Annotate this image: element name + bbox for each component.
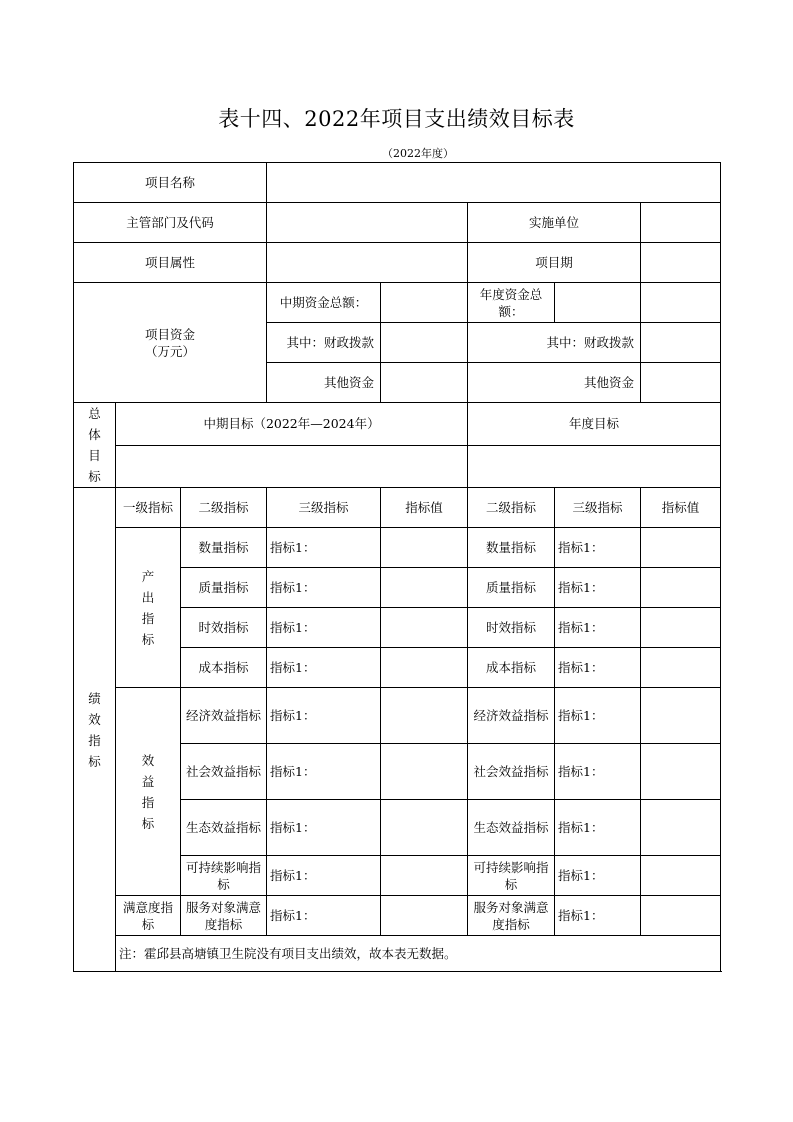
output-indicators-label — [116, 528, 181, 688]
annual-goal-header: 年度目标 — [468, 403, 721, 446]
output-mid-level2: 数量指标 — [181, 528, 267, 568]
other-mid-label: 其他资金 — [267, 363, 381, 403]
output-mid-level3: 指标1： — [267, 608, 381, 648]
project-attr-value[interactable] — [267, 243, 468, 283]
benefit-mid-level3: 指标1： — [267, 800, 381, 856]
benefit-mid-level3: 指标1： — [267, 744, 381, 800]
other-mid-value[interactable] — [381, 363, 468, 403]
satisfaction-mid-level3: 指标1： — [267, 896, 381, 936]
benefit-annual-level2: 生态效益指标 — [468, 800, 555, 856]
annual-total-spacer — [555, 283, 641, 323]
benefit-mid-level3: 指标1： — [267, 688, 381, 744]
performance-indicators-label — [74, 488, 116, 972]
mid-total-label: 中期资金总额： — [267, 283, 381, 323]
output-annual-value[interactable] — [641, 568, 721, 608]
project-funds-title: 项目资金 — [145, 326, 196, 342]
benefit-annual-level3: 指标1： — [555, 800, 641, 856]
output-annual-level2: 质量指标 — [468, 568, 555, 608]
benefit-indicators-label — [116, 688, 181, 896]
benefit-mid-level2: 生态效益指标 — [181, 800, 267, 856]
satisfaction-annual-level3: 指标1： — [555, 896, 641, 936]
page-title: 表十四、2022年项目支出绩效目标表 — [218, 107, 575, 131]
table-row — [74, 528, 721, 568]
impl-unit-value[interactable] — [641, 203, 721, 243]
table-row — [74, 688, 721, 744]
output-annual-level2: 时效指标 — [468, 608, 555, 648]
output-mid-value[interactable] — [381, 608, 468, 648]
project-name-value[interactable] — [267, 163, 721, 203]
output-mid-value[interactable] — [381, 568, 468, 608]
annual-total-value[interactable] — [641, 283, 721, 323]
benefit-mid-value[interactable] — [381, 800, 468, 856]
project-period-value[interactable] — [641, 243, 721, 283]
other-annual-value[interactable] — [641, 363, 721, 403]
benefit-annual-level2: 社会效益指标 — [468, 744, 555, 800]
output-mid-level2: 时效指标 — [181, 608, 267, 648]
value-mid-header: 指标值 — [381, 488, 468, 528]
project-name-label: 项目名称 — [74, 163, 267, 203]
benefit-annual-value[interactable] — [641, 800, 721, 856]
benefit-annual-level2: 经济效益指标 — [468, 688, 555, 744]
benefit-mid-value[interactable] — [381, 744, 468, 800]
project-period-label: 项目期 — [468, 243, 641, 283]
table-year: （2022年度） — [382, 147, 454, 160]
output-annual-value[interactable] — [641, 528, 721, 568]
benefit-mid-value[interactable] — [381, 688, 468, 744]
level2-mid-header: 二级指标 — [181, 488, 267, 528]
satisfaction-mid-value[interactable] — [381, 896, 468, 936]
dept-code-label: 主管部门及代码 — [74, 203, 267, 243]
fiscal-annual-label: 其中：财政拨款 — [468, 323, 641, 363]
benefit-annual-level3: 指标1： — [555, 744, 641, 800]
level3-mid-header: 三级指标 — [267, 488, 381, 528]
mid-goal-value[interactable] — [116, 445, 468, 488]
fiscal-mid-label: 其中：财政拨款 — [267, 323, 381, 363]
satisfaction-annual-level2: 服务对象满意度指标 — [468, 896, 555, 936]
output-annual-value[interactable] — [641, 608, 721, 648]
output-annual-level2: 成本指标 — [468, 648, 555, 688]
benefit-mid-level2: 社会效益指标 — [181, 744, 267, 800]
benefit-annual-value[interactable] — [641, 856, 721, 896]
value-annual-header: 指标值 — [641, 488, 721, 528]
output-annual-level2: 数量指标 — [468, 528, 555, 568]
level3-annual-header: 三级指标 — [555, 488, 641, 528]
benefit-mid-value[interactable] — [381, 856, 468, 896]
benefit-mid-level3: 指标1： — [267, 856, 381, 896]
annual-total-label: 年度资金总额： — [468, 283, 555, 323]
output-annual-level3: 指标1： — [555, 568, 641, 608]
output-mid-value[interactable] — [381, 528, 468, 568]
level1-header: 一级指标 — [116, 488, 181, 528]
output-indicators-text: 产出指标 — [141, 568, 155, 647]
impl-unit-label: 实施单位 — [468, 203, 641, 243]
output-annual-level3: 指标1： — [555, 528, 641, 568]
performance-target-table — [73, 162, 721, 972]
dept-code-value[interactable] — [267, 203, 468, 243]
benefit-mid-level2: 经济效益指标 — [181, 688, 267, 744]
output-annual-level3: 指标1： — [555, 608, 641, 648]
output-mid-level2: 成本指标 — [181, 648, 267, 688]
benefit-annual-value[interactable] — [641, 744, 721, 800]
mid-total-value[interactable] — [381, 283, 468, 323]
mid-goal-header: 中期目标（2022年—2024年） — [116, 403, 468, 446]
output-mid-level2: 质量指标 — [181, 568, 267, 608]
project-funds-unit: （万元） — [145, 343, 196, 359]
annual-goal-value[interactable] — [468, 445, 721, 488]
satisfaction-annual-value[interactable] — [641, 896, 721, 936]
output-mid-level3: 指标1： — [267, 568, 381, 608]
benefit-annual-level3: 指标1： — [555, 688, 641, 744]
output-annual-value[interactable] — [641, 648, 721, 688]
table-note: 注：霍邱县高塘镇卫生院没有项目支出绩效，故本表无数据。 — [116, 936, 721, 972]
output-mid-level3: 指标1： — [267, 528, 381, 568]
benefit-indicators-text: 效益指标 — [141, 752, 155, 831]
project-attr-label: 项目属性 — [74, 243, 267, 283]
overall-goal-text: 总体目标 — [88, 406, 101, 484]
level2-annual-header: 二级指标 — [468, 488, 555, 528]
table-row — [74, 896, 721, 936]
fiscal-mid-value[interactable] — [381, 323, 468, 363]
output-mid-level3: 指标1： — [267, 648, 381, 688]
performance-indicators-text: 绩效指标 — [88, 690, 101, 769]
output-mid-value[interactable] — [381, 648, 468, 688]
fiscal-annual-value[interactable] — [641, 323, 721, 363]
satisfaction-indicators-label: 满意度指标 — [116, 896, 181, 936]
benefit-annual-level2: 可持续影响指标 — [468, 856, 555, 896]
benefit-annual-value[interactable] — [641, 688, 721, 744]
benefit-annual-level3: 指标1： — [555, 856, 641, 896]
satisfaction-mid-level2: 服务对象满意度指标 — [181, 896, 267, 936]
benefit-mid-level2: 可持续影响指标 — [181, 856, 267, 896]
project-funds-label — [74, 283, 267, 403]
overall-goal-label — [74, 403, 116, 488]
other-annual-label: 其他资金 — [468, 363, 641, 403]
output-annual-level3: 指标1： — [555, 648, 641, 688]
